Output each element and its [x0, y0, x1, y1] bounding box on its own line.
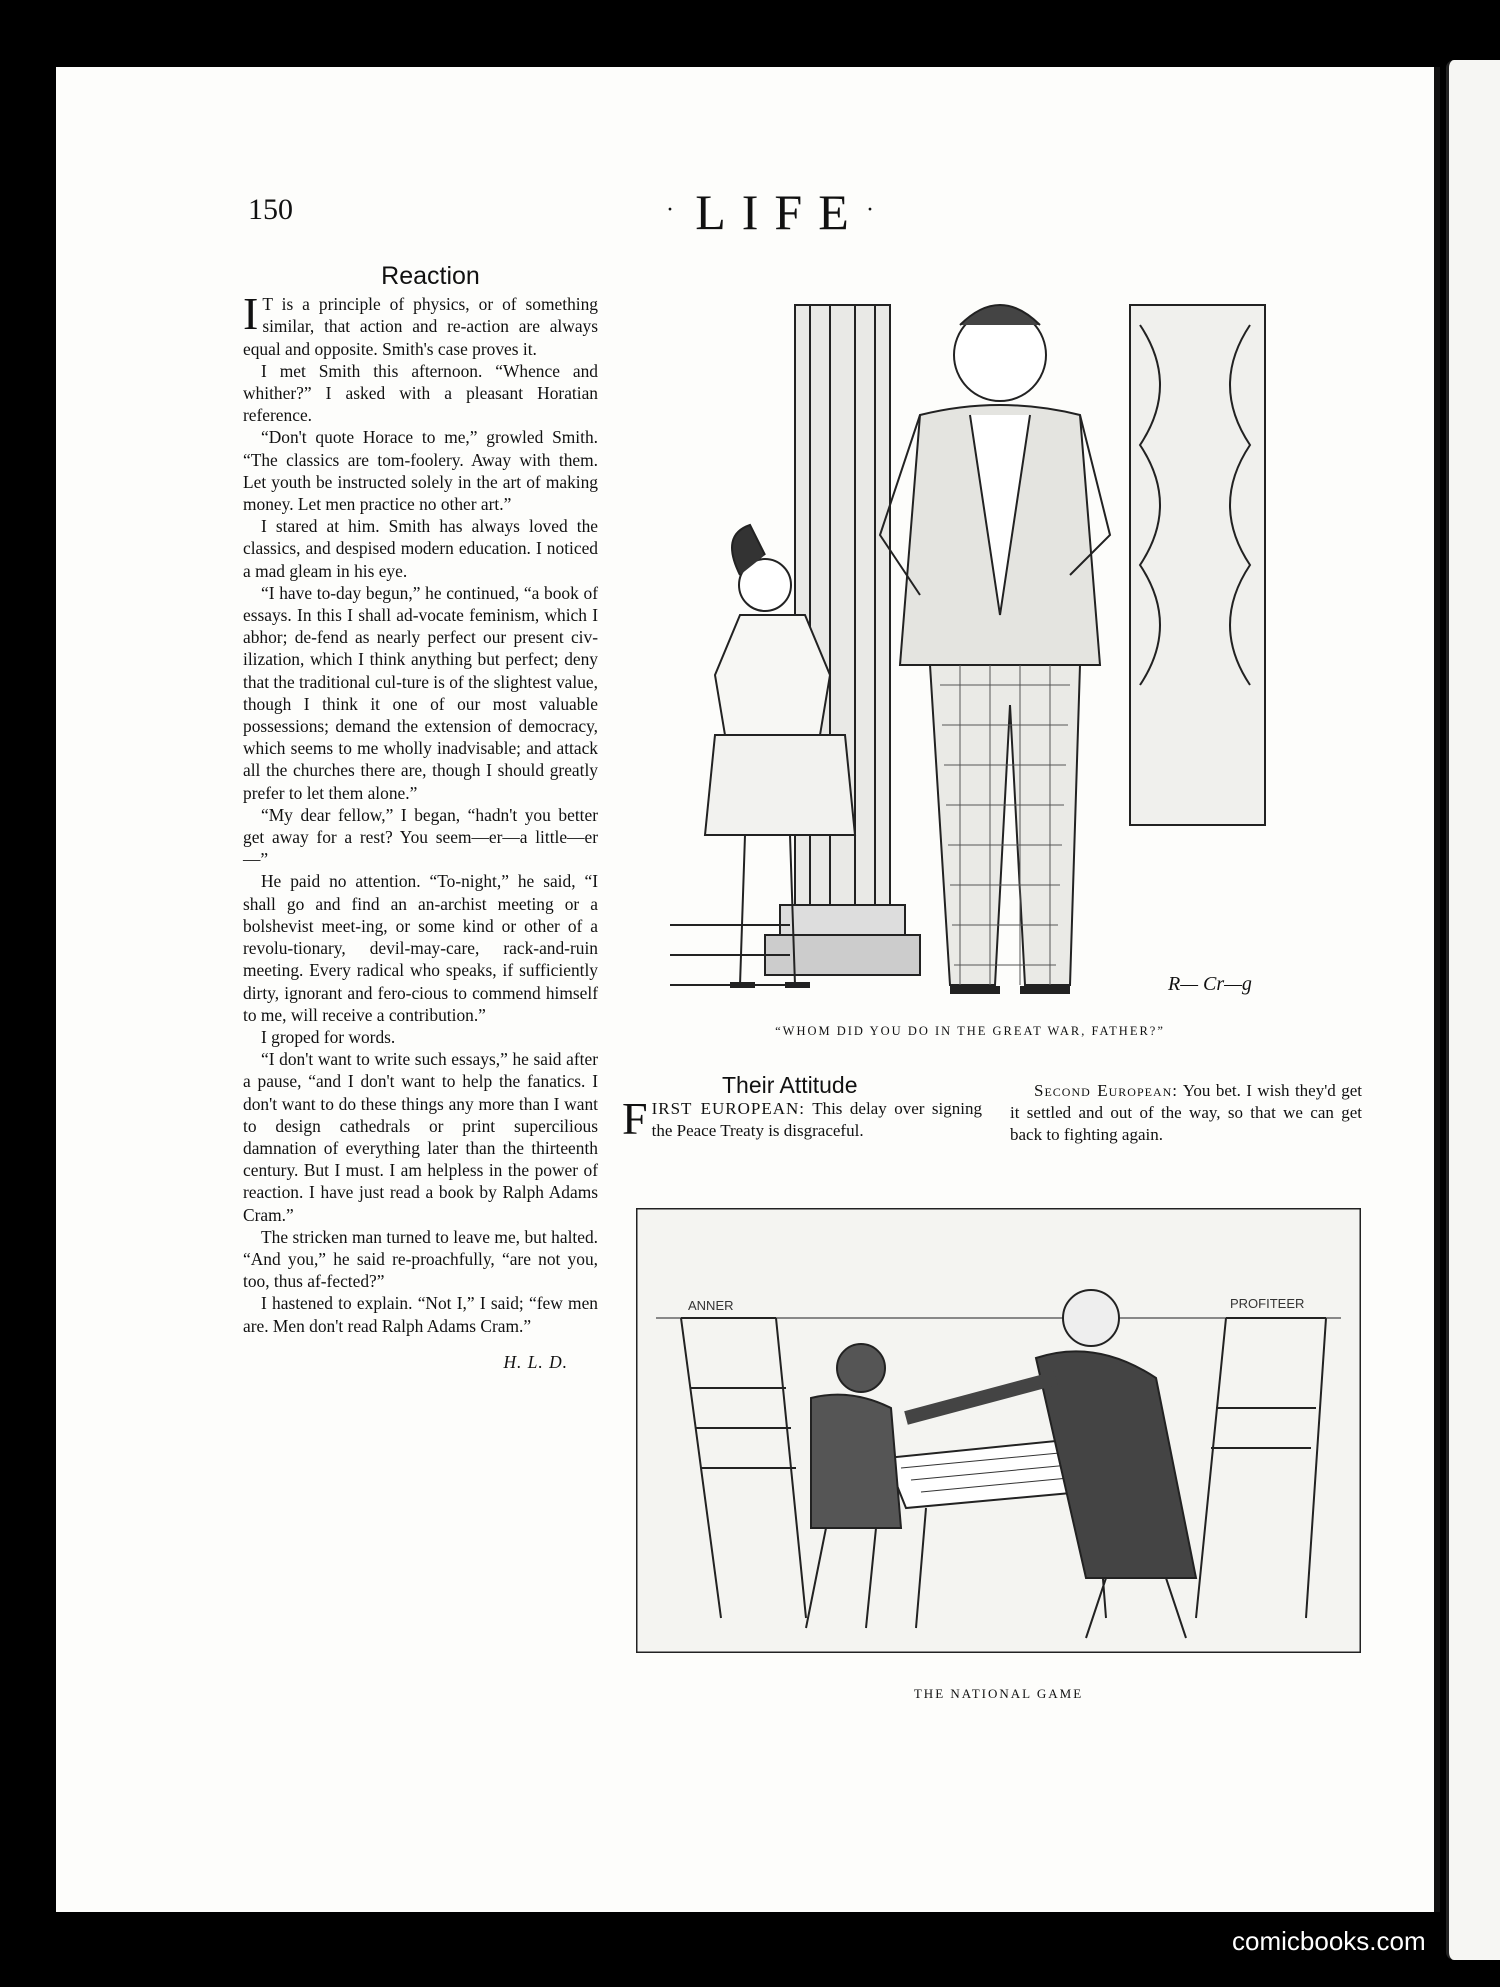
- site-watermark: comicbooks.com: [1232, 1926, 1426, 1956]
- attitude-title: Their Attitude: [722, 1072, 858, 1098]
- article-paragraph: The stricken man turned to leave me, but halted. “And you,” he said re-proachfully, “are not you, too, thus af-fected?”: [243, 1226, 598, 1292]
- article-paragraph: “I have to-day begun,” he continued, “a book of essays. In this I shall ad-vocate feminism, which I abhor; de-fend as nearly perfect our present civ-ilization, which I think anything but perfect; deny that the traditional cul-ture is of the slightest value, though I think it one of our most valuable possessions; demand the extension of democracy, which seems to me wholly inadvisable; and attack all the churches there are, though I should greatly prefer to let them alone.”: [243, 582, 598, 803]
- reaction-article: [243, 262, 598, 1373]
- article-paragraph: I T is a principle of physics, or of something similar, that action and re-action are always equal and opposite. Smith's case proves it.: [243, 288, 598, 359]
- article-paragraph: I hastened to explain. “Not I,” I said; “few men are. Men don't read Ralph Adams Cram.”: [243, 1293, 598, 1336]
- chair-label-right: PROFITEER: [1230, 1296, 1305, 1311]
- next-page-edge: [1446, 60, 1500, 1960]
- attitude-second-speaker: Second European: You bet. I wish they'd get it settled and out of the way, so that we can get back to fighting again.: [1010, 1081, 1362, 1144]
- cartoon-checkers-game: [636, 1208, 1361, 1653]
- drop-cap: F: [622, 1093, 648, 1144]
- cartoon-caption-top: “WHOM DID YOU DO IN THE GREAT WAR, FATHER?”: [775, 1024, 1165, 1038]
- article-paragraph: He paid no attention. “To-night,” he said, “I shall go and find an an-archist meeting or a bolshevist meet-ing, or some kind or other of a revolu-tionary, devil-may-care, rack-and-ruin meeting. Every radical who speaks, if sufficiently dirty, ignorant and fero-cious to commend himself to me, will receive a contribution.”: [243, 871, 598, 1025]
- article-paragraph: I met Smith this afternoon. “Whence and whither?” I asked with a pleasant Horatian reference.: [243, 360, 598, 426]
- drop-cap: I: [243, 288, 259, 340]
- cartoon-caption-bottom: THE NATIONAL GAME: [913, 1686, 1084, 1701]
- masthead: · LIFE ·: [680, 183, 880, 241]
- artist-signature: R— Cr—g: [1168, 973, 1252, 995]
- article-title: Reaction: [381, 262, 480, 290]
- article-paragraph: “Don't quote Horace to me,” growled Smith. “The classics are tom-foolery. Away with them. Let youth be instructed solely in the art of making money. Let men practice no other art.”: [243, 427, 598, 515]
- author-signature: H. L. D.: [503, 1351, 568, 1372]
- article-paragraph: I groped for words.: [261, 1026, 396, 1047]
- article-paragraph: “My dear fellow,” I began, “hadn't you better get away for a rest? You seem—er—a little—er—”: [243, 804, 598, 870]
- attitude-first-speaker: FIRST EUROPEAN: This delay over signing the Peace Treaty is disgraceful.: [622, 1093, 982, 1144]
- chair-label-left: ANNER: [688, 1298, 734, 1313]
- cartoon-father-daughter: [660, 285, 1280, 1030]
- article-paragraph: “I don't want to write such essays,” he said after a pause, “and I don't want to help the fanatics. I don't want to do these things any more than I want to design cathedrals or print supercilious damnation of everything later than the thirteenth century. But I must. I am helpless in the power of reaction. I have just read a book by Ralph Adams Cram.”: [243, 1049, 598, 1225]
- page-number: 150: [248, 193, 293, 226]
- article-paragraph: I stared at him. Smith has always loved the classics, and despised modern education. I noticed a mad gleam in his eye.: [243, 516, 598, 581]
